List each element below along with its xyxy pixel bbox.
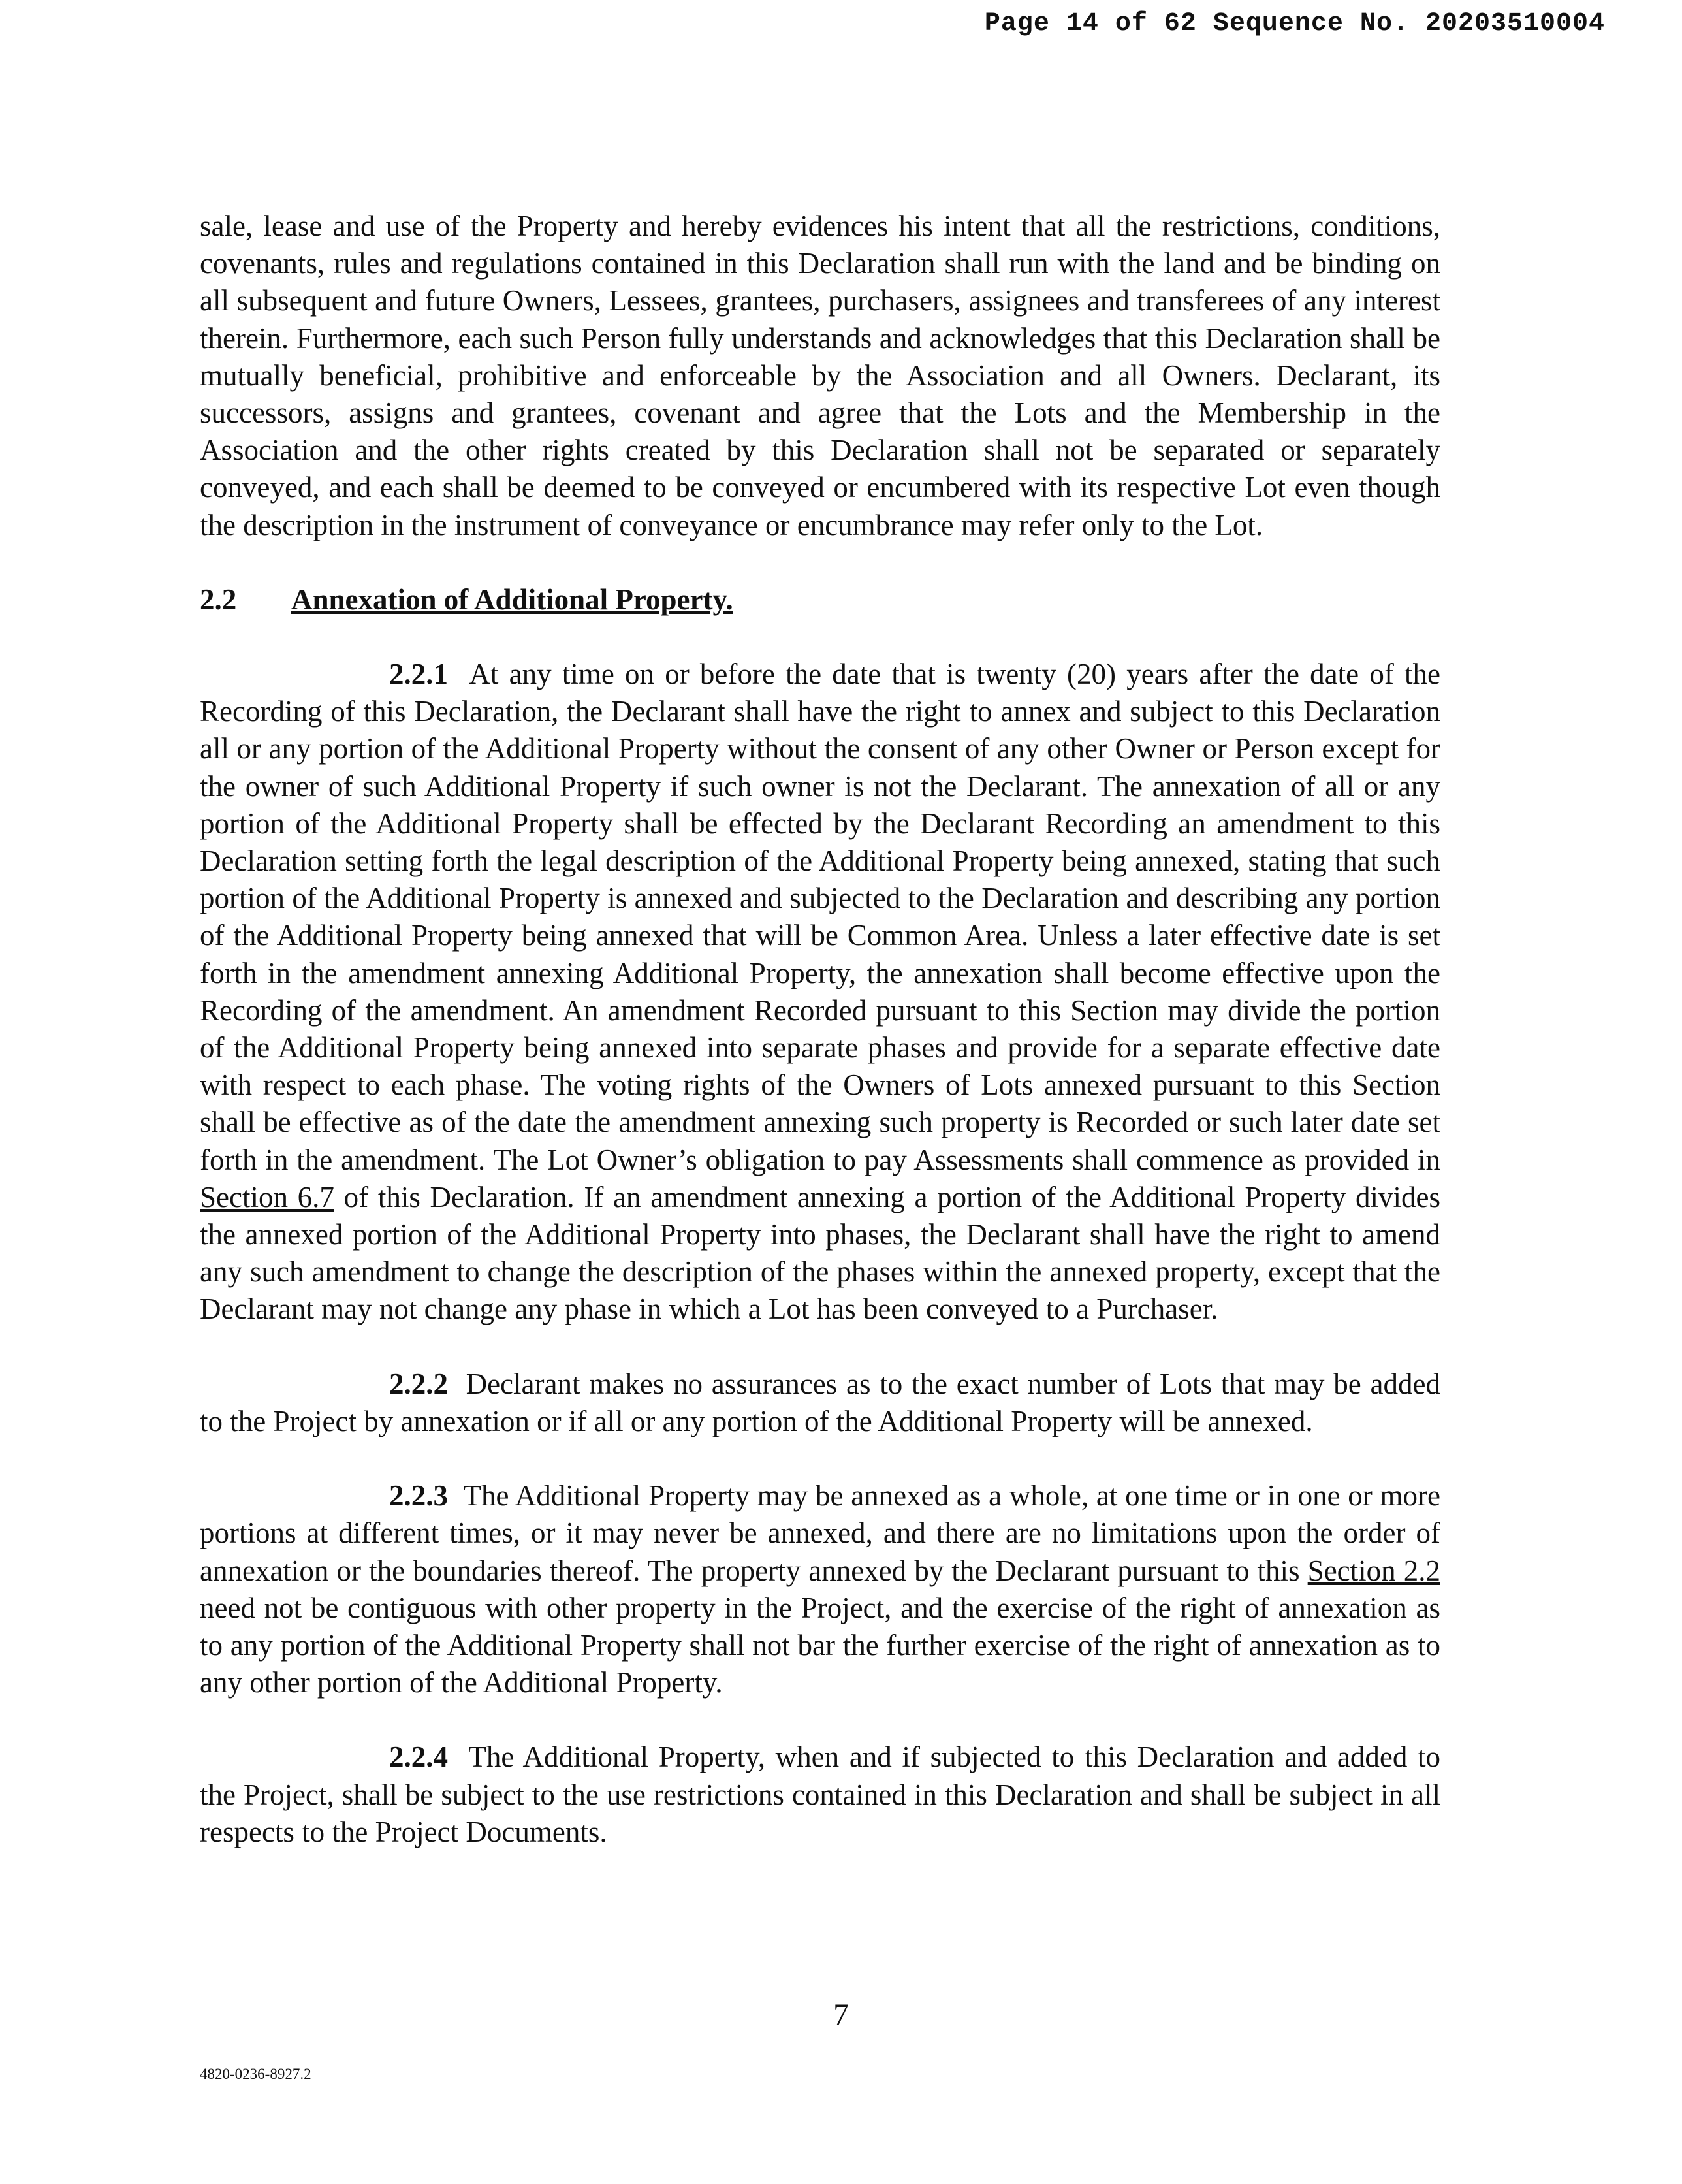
spacer [200, 1701, 1440, 1739]
subsection-number: 2.2.3 [389, 1479, 448, 1513]
document-body [200, 208, 1440, 1851]
spacer [200, 544, 1440, 581]
subsection-text: At any time on or before the date that is twenty (20) years after the date of the Recording of this Declaration, the Declarant shall have the right to annex and subject to this Declaration all or any portion of the Additional Property without the consent of any other Owner or Person except for the owner of such Additional Property if such owner is not the Declarant. The annexation of all or any portion of the Additional Property shall be effected by the Declarant Recording an amendment to this Declaration setting forth the legal description of the Additional Property being annexed, stating that such portion of the Additional Property is annexed and subjected to the Declaration and describing any portion of the Additional Property being annexed that will be Common Area. Unless a later effective date is set forth in the amendment annexing Additional Property, the annexation shall become effective upon the Recording of the amendment. An amendment Recorded pursuant to this Section may divide the portion of the Additional Property being annexed into separate phases and provide for a separate effective date with respect to each phase. The voting rights of the Owners of Lots annexed pursuant to this Section shall be effective as of the date the amendment annexing such property is Recorded or such later date set forth in the amendment. The Lot Owner’s obligation to pay Assessments shall commence as provided in [200, 658, 1441, 1176]
subsection-2-2-2 [200, 1366, 1440, 1440]
subsection-text: The Additional Property may be annexed as a whole, at one time or in one or more portions at different times, or it may never be annexed, and there are no limitations upon the order of annexation or the boundaries thereof. The property annexed by the Declarant pursuant to this [200, 1479, 1441, 1587]
subsection-number: 2.2.2 [389, 1367, 448, 1400]
section-number: 2.2 [200, 583, 237, 616]
page-number: 7 [833, 1998, 849, 2032]
spacer [200, 1440, 1440, 1477]
document-id: 4820-0236-8927.2 [200, 2066, 311, 2082]
subsection-number: 2.2.1 [389, 658, 448, 691]
subsection-text: Declarant makes no assurances as to the exact number of Lots that may be added to the Project by annexation or if all or any portion of the Additional Property will be annexed. [200, 1367, 1441, 1437]
section-reference-link: Section 6.7 [200, 1180, 334, 1213]
section-title: Annexation of Additional Property. [291, 583, 733, 616]
spacer [200, 1328, 1440, 1366]
spacer [200, 618, 1440, 656]
subsection-2-2-1 [200, 656, 1440, 1328]
subsection-text: The Additional Property, when and if subjected to this Declaration and added to the Project, shall be subject to the use restrictions contained in this Declaration and shall be subject in all respects to the Project Documents. [200, 1741, 1441, 1848]
intro-paragraph: sale, lease and use of the Property and hereby evidences his intent that all the restrictions, conditions, covenants, rules and regulations contained in this Declaration shall run with the land and be binding on all subsequent and future Owners, Lessees, grantees, purchasers, assignees and transferees of any interest therein. Furthermore, each such Person fully understands and acknowledges that this Declaration shall be mutually beneficial, prohibitive and enforceable by the Association and all Owners. Declarant, its successors, assigns and grantees, covenant and agree that the Lots and the Membership in the Association and the other rights created by this Declaration shall not be separated or separately conveyed, and each shall be deemed to be conveyed or encumbered with its respective Lot even though the description in the instrument of conveyance or encumbrance may refer only to the Lot. [200, 210, 1440, 541]
subsection-text: need not be contiguous with other property in the Project, and the exercise of the right of annexation as to any portion of the Additional Property shall not bar the further exercise of the right of annexation as to any other portion of the Additional Property. [200, 1591, 1440, 1699]
section-reference-link: Section 2.2 [1307, 1554, 1440, 1587]
subsection-2-2-3 [200, 1477, 1440, 1701]
subsection-number: 2.2.4 [389, 1741, 448, 1774]
recording-stamp: Page 14 of 62 Sequence No. 20203510004 [984, 9, 1605, 39]
subsection-2-2-4 [200, 1739, 1440, 1851]
section-heading [200, 581, 1440, 618]
subsection-text: of this Declaration. If an amendment annexing a portion of the Additional Property divides the annexed portion of the Additional Property into phases, the Declarant shall have the right to amend any such amendment to change the description of the phases within the annexed property, except that the Declarant may not change any phase in which a Lot has been conveyed to a Purchaser. [200, 1180, 1441, 1326]
